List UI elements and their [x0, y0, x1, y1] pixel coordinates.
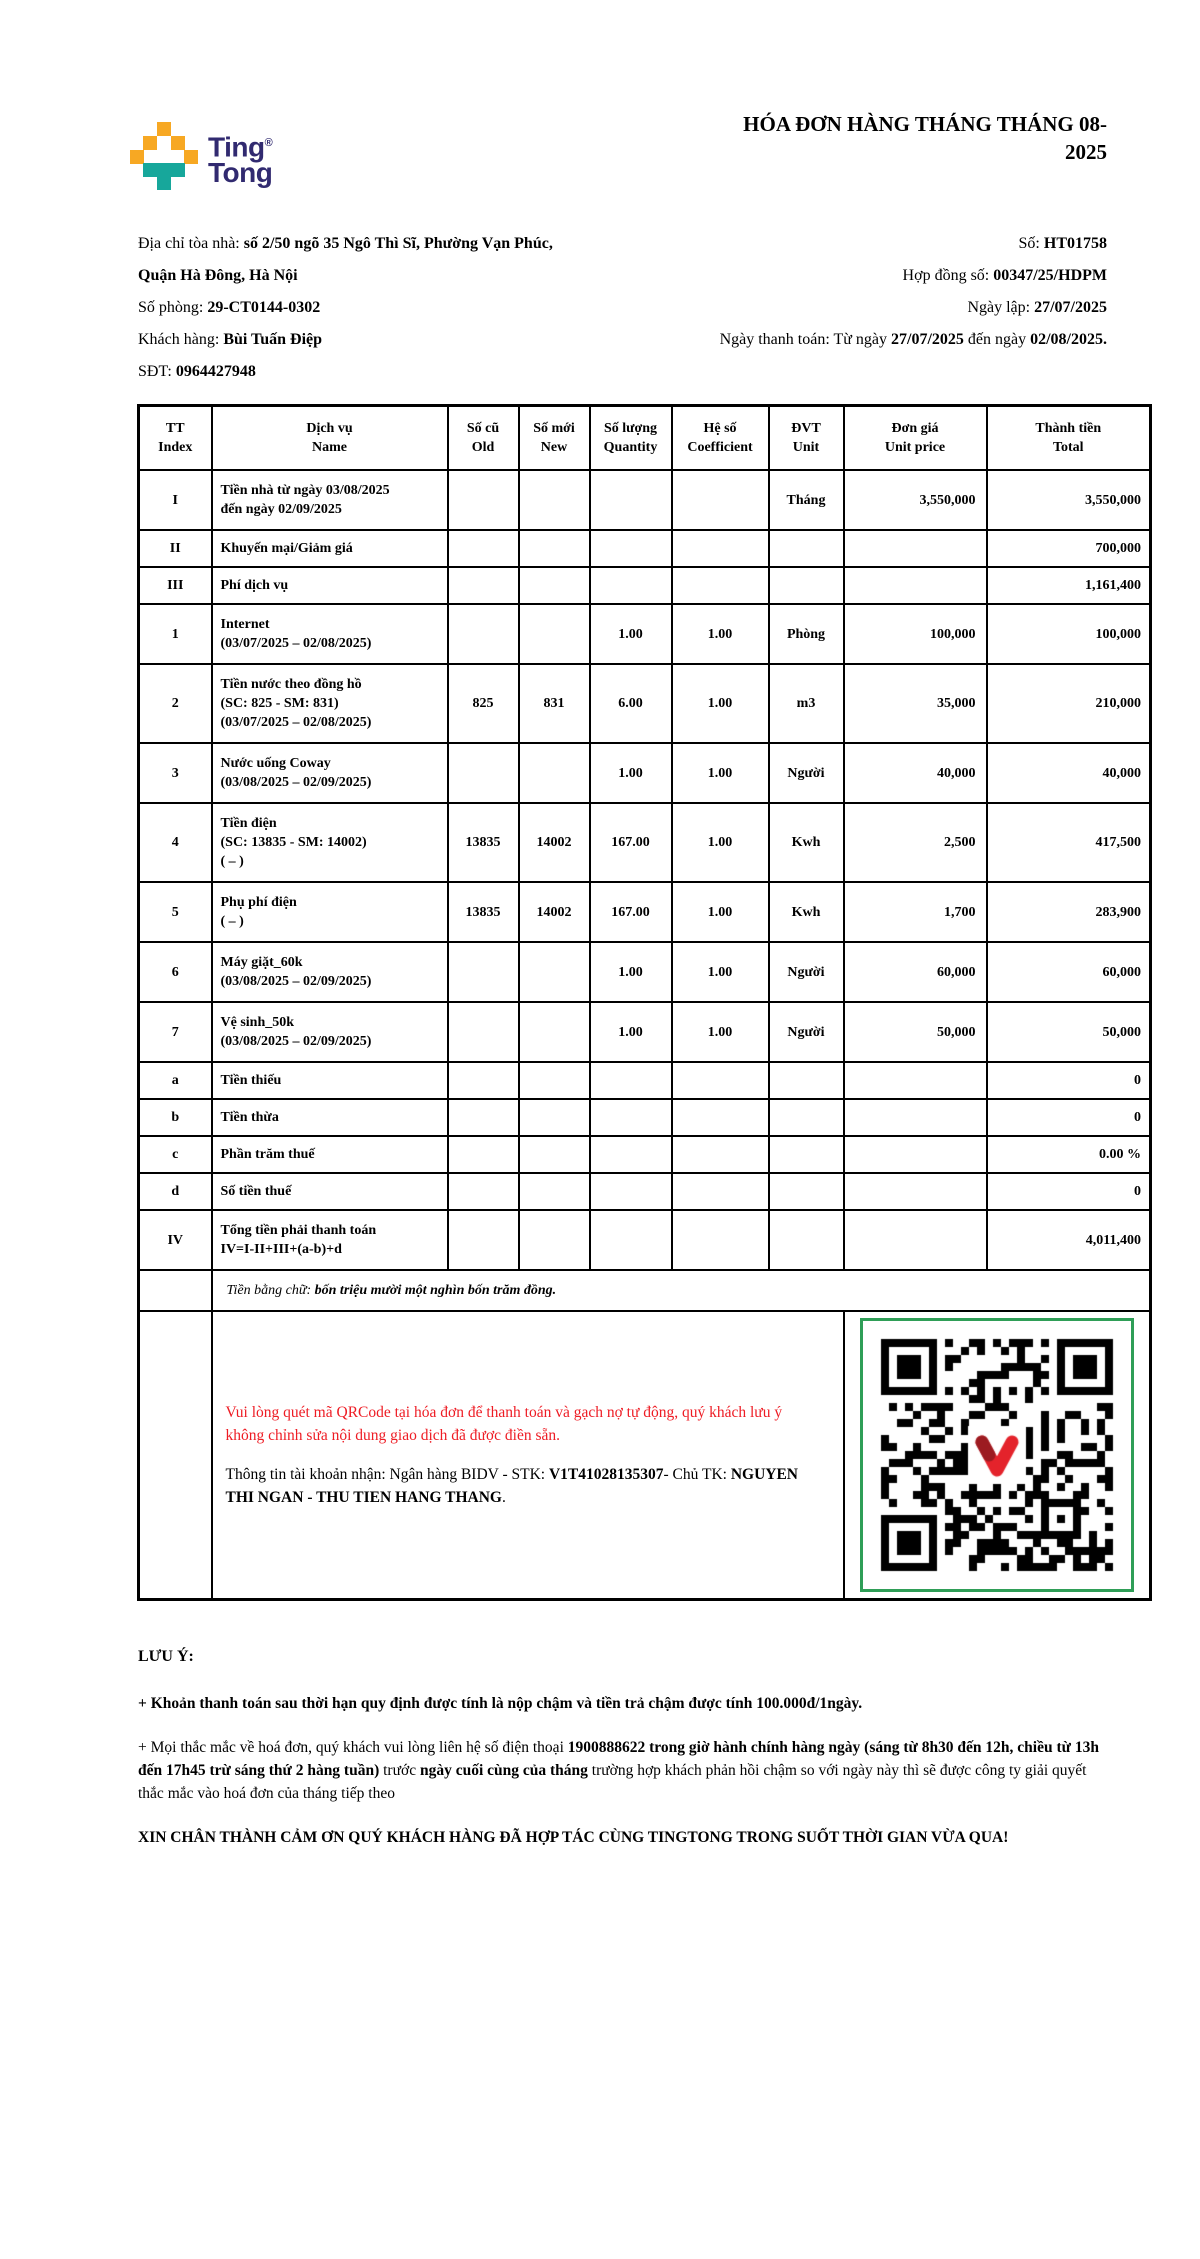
late-payment-note: + Khoản thanh toán sau thời hạn quy định được tính là nộp chậm và tiền trả chậm được tính 100.000đ/1ngày.: [138, 1695, 863, 1712]
qr-payment-row: [139, 1311, 1151, 1600]
cell-quantity: 167.00: [590, 882, 672, 942]
cell-index: d: [139, 1173, 212, 1210]
cell-unit: [769, 1173, 844, 1210]
cell-total: 50,000: [987, 1002, 1151, 1062]
table-row: [139, 1136, 1151, 1173]
cell-unit: Kwh: [769, 803, 844, 882]
cell-old-reading: [448, 470, 519, 530]
cell-unit: [769, 567, 844, 604]
charges-table-header: [139, 406, 1151, 471]
cell-coefficient: 1.00: [672, 882, 769, 942]
tingtong-logo-text: Ting® Tong: [208, 131, 273, 189]
bank-account-info: Thông tin tài khoản nhận: Ngân hàng BIDV - STK: V1T41028135307- Chủ TK: NGUYEN THI NGAN - THU TIEN HANG THANG.: [225, 1466, 798, 1506]
cell-new-reading: [519, 530, 590, 567]
cell-unit: Người: [769, 942, 844, 1002]
cell-old-reading: [448, 1210, 519, 1270]
cell-index: 1: [139, 604, 212, 664]
cell-coefficient: 1.00: [672, 743, 769, 803]
cell-quantity: [590, 1062, 672, 1099]
cell-new-reading: 14002: [519, 882, 590, 942]
cell-quantity: 1.00: [590, 1002, 672, 1062]
cell-index: 6: [139, 942, 212, 1002]
cell-unit: Tháng: [769, 470, 844, 530]
cell-unit-price: 1,700: [844, 882, 987, 942]
cell-new-reading: [519, 567, 590, 604]
cell-unit: Kwh: [769, 882, 844, 942]
table-row: [139, 664, 1151, 743]
cell-total: 210,000: [987, 664, 1151, 743]
cell-unit-price: [844, 1062, 987, 1099]
cell-service-name: Phí dịch vụ: [212, 567, 448, 604]
cell-quantity: 167.00: [590, 803, 672, 882]
cell-service-name: Tiền thiếu: [212, 1062, 448, 1099]
cell-old-reading: [448, 567, 519, 604]
invoice-info: [0, 190, 1200, 388]
cell-unit: [769, 530, 844, 567]
amount-in-words-row: [139, 1270, 1151, 1311]
table-row: [139, 1210, 1151, 1270]
cell-quantity: 6.00: [590, 664, 672, 743]
cell-unit-price: 3,550,000: [844, 470, 987, 530]
cell-unit: m3: [769, 664, 844, 743]
charges-table: [137, 404, 1152, 1601]
table-row: [139, 567, 1151, 604]
cell-service-name: Tổng tiền phải thanh toán IV=I-II+III+(a-b)+d: [212, 1210, 448, 1270]
cell-service-name: Tiền nhà từ ngày 03/08/2025 đến ngày 02/09/2025: [212, 470, 448, 530]
notes-heading: LƯU Ý:: [138, 1648, 194, 1665]
table-row: [139, 803, 1151, 882]
building-address-line2: Quận Hà Đông, Hà Nội: [138, 267, 298, 284]
invoice-meta: [618, 228, 1107, 388]
cell-old-reading: [448, 604, 519, 664]
cell-new-reading: [519, 1002, 590, 1062]
cell-service-name: Internet (03/07/2025 – 02/08/2025): [212, 604, 448, 664]
cell-service-name: Máy giặt_60k (03/08/2025 – 02/09/2025): [212, 942, 448, 1002]
cell-index: 3: [139, 743, 212, 803]
column-header: Số mới New: [519, 406, 590, 471]
cell-total: 4,011,400: [987, 1210, 1151, 1270]
cell-old-reading: [448, 1062, 519, 1099]
column-header: TT Index: [139, 406, 212, 471]
table-row: [139, 604, 1151, 664]
column-header: Hệ số Coefficient: [672, 406, 769, 471]
table-row: [139, 1002, 1151, 1062]
cell-new-reading: [519, 1173, 590, 1210]
cell-unit: Phòng: [769, 604, 844, 664]
cell-index: IV: [139, 1210, 212, 1270]
cell-unit-price: 50,000: [844, 1002, 987, 1062]
cell-service-name: Tiền điện (SC: 13835 - SM: 14002) ( – ): [212, 803, 448, 882]
cell-new-reading: [519, 743, 590, 803]
cell-quantity: 1.00: [590, 604, 672, 664]
cell-old-reading: [448, 743, 519, 803]
cell-total: 100,000: [987, 604, 1151, 664]
cell-coefficient: 1.00: [672, 1002, 769, 1062]
issue-date: Ngày lập: 27/07/2025: [967, 299, 1107, 316]
cell-service-name: Số tiền thuế: [212, 1173, 448, 1210]
cell-unit-price: 35,000: [844, 664, 987, 743]
cell-unit-price: [844, 567, 987, 604]
cell-index: c: [139, 1136, 212, 1173]
header-row: [139, 406, 1151, 471]
table-row: [139, 1062, 1151, 1099]
cell-index: 7: [139, 1002, 212, 1062]
cell-unit: [769, 1210, 844, 1270]
table-row: [139, 1099, 1151, 1136]
cell-new-reading: [519, 1136, 590, 1173]
cell-old-reading: [448, 1002, 519, 1062]
customer-info: [138, 228, 618, 388]
cell-coefficient: [672, 1173, 769, 1210]
cell-unit: Người: [769, 743, 844, 803]
qr-warning-text: Vui lòng quét mã QRCode tại hóa đơn để thanh toán và gạch nợ tự động, quý khách lưu ý không chỉnh sửa nội dung giao dịch đã được điền sẵn.: [225, 1404, 783, 1444]
cell-index: I: [139, 470, 212, 530]
qr-code-cell: [844, 1311, 1151, 1600]
cell-service-name: Nước uống Coway (03/08/2025 – 02/09/2025): [212, 743, 448, 803]
cell-total: 283,900: [987, 882, 1151, 942]
cell-unit-price: [844, 1136, 987, 1173]
cell-coefficient: 1.00: [672, 942, 769, 1002]
cell-old-reading: [448, 1099, 519, 1136]
cell-index: [139, 1270, 212, 1311]
invoice-title: HÓA ĐƠN HÀNG THÁNG THÁNG 08-2025: [743, 112, 1107, 164]
column-header: ĐVT Unit: [769, 406, 844, 471]
cell-service-name: Phụ phí điện ( – ): [212, 882, 448, 942]
cell-unit-price: 2,500: [844, 803, 987, 882]
table-row: [139, 942, 1151, 1002]
cell-total: 60,000: [987, 942, 1151, 1002]
cell-unit-price: [844, 1173, 987, 1210]
room-number: Số phòng: 29-CT0144-0302: [138, 299, 321, 316]
cell-index: 5: [139, 882, 212, 942]
cell-unit-price: 60,000: [844, 942, 987, 1002]
cell-coefficient: 1.00: [672, 604, 769, 664]
column-header: Số lượng Quantity: [590, 406, 672, 471]
cell-old-reading: [448, 1173, 519, 1210]
column-header: Thành tiền Total: [987, 406, 1151, 471]
cell-quantity: 1.00: [590, 942, 672, 1002]
cell-old-reading: 13835: [448, 882, 519, 942]
cell-index: 4: [139, 803, 212, 882]
cell-quantity: [590, 1136, 672, 1173]
table-row: [139, 882, 1151, 942]
vietqr-payment-qr-code: [869, 1327, 1125, 1583]
table-row: [139, 743, 1151, 803]
customer-phone: SĐT: 0964427948: [138, 363, 256, 380]
column-header: Dịch vụ Name: [212, 406, 448, 471]
cell-quantity: [590, 567, 672, 604]
column-header: Số cũ Old: [448, 406, 519, 471]
cell-new-reading: [519, 1099, 590, 1136]
cell-new-reading: [519, 942, 590, 1002]
cell-index: 2: [139, 664, 212, 743]
cell-index: III: [139, 567, 212, 604]
cell-quantity: 1.00: [590, 743, 672, 803]
hotline-note: + Mọi thắc mắc về hoá đơn, quý khách vui lòng liên hệ số điện thoại 1900888622 trong giờ hành chính hàng ngày (sáng từ 8h30 đến 12h, chiều từ 13h đến 17h45 trừ sáng thứ 2 hàng tuần) trước ngày cuối cùng của tháng trường hợp khách phản hồi chậm so với ngày này thì sẽ được công ty giải quyết thắc mắc vào hoá đơn của tháng tiếp theo: [138, 1739, 1099, 1802]
invoice-number: Số: HT01758: [1018, 235, 1107, 252]
cell-index: b: [139, 1099, 212, 1136]
cell-unit-price: [844, 530, 987, 567]
contract-number: Hợp đồng số: 00347/25/HDPM: [902, 267, 1107, 284]
cell-service-name: Tiền nước theo đồng hồ (SC: 825 - SM: 831) (03/07/2025 – 02/08/2025): [212, 664, 448, 743]
cell-quantity: [590, 1099, 672, 1136]
cell-coefficient: [672, 470, 769, 530]
cell-old-reading: [448, 1136, 519, 1173]
cell-old-reading: 13835: [448, 803, 519, 882]
cell-new-reading: [519, 1062, 590, 1099]
cell-total: 700,000: [987, 530, 1151, 567]
cell-index: [139, 1311, 212, 1600]
column-header: Đơn giá Unit price: [844, 406, 987, 471]
cell-coefficient: 1.00: [672, 664, 769, 743]
payment-instructions: [212, 1311, 844, 1600]
table-row: [139, 530, 1151, 567]
cell-old-reading: 825: [448, 664, 519, 743]
cell-index: a: [139, 1062, 212, 1099]
tingtong-logo-icon: [130, 122, 198, 190]
cell-total: 417,500: [987, 803, 1151, 882]
cell-coefficient: [672, 1136, 769, 1173]
cell-old-reading: [448, 942, 519, 1002]
cell-service-name: Phần trăm thuế: [212, 1136, 448, 1173]
cell-unit-price: [844, 1210, 987, 1270]
cell-unit: [769, 1099, 844, 1136]
invoice-header: [0, 0, 1200, 190]
cell-total: 0.00 %: [987, 1136, 1151, 1173]
cell-index: II: [139, 530, 212, 567]
cell-unit: [769, 1062, 844, 1099]
cell-quantity: [590, 1210, 672, 1270]
amount-in-words: Tiền bằng chữ: bốn triệu mười một nghìn bốn trăm đồng.: [212, 1270, 1151, 1311]
payment-period: Ngày thanh toán: Từ ngày 27/07/2025 đến ngày 02/08/2025.: [719, 331, 1107, 348]
cell-total: 0: [987, 1173, 1151, 1210]
cell-total: 0: [987, 1099, 1151, 1136]
tingtong-logo: [130, 122, 272, 190]
cell-quantity: [590, 470, 672, 530]
cell-service-name: Vệ sinh_50k (03/08/2025 – 02/09/2025): [212, 1002, 448, 1062]
cell-old-reading: [448, 530, 519, 567]
cell-coefficient: [672, 1062, 769, 1099]
qr-code-frame: [860, 1318, 1134, 1592]
cell-total: 1,161,400: [987, 567, 1151, 604]
cell-unit-price: 40,000: [844, 743, 987, 803]
cell-coefficient: [672, 1210, 769, 1270]
cell-unit: [769, 1136, 844, 1173]
cell-new-reading: [519, 470, 590, 530]
cell-service-name: Tiền thừa: [212, 1099, 448, 1136]
cell-new-reading: 831: [519, 664, 590, 743]
cell-new-reading: 14002: [519, 803, 590, 882]
registered-mark: ®: [264, 137, 273, 149]
thank-you-note: XIN CHÂN THÀNH CẢM ƠN QUÝ KHÁCH HÀNG ĐÃ HỢP TÁC CÙNG TINGTONG TRONG SUỐT THỜI GIAN VỪA QUA!: [138, 1829, 1009, 1846]
cell-quantity: [590, 530, 672, 567]
cell-service-name: Khuyến mại/Giảm giá: [212, 530, 448, 567]
cell-unit: Người: [769, 1002, 844, 1062]
cell-coefficient: [672, 1099, 769, 1136]
cell-quantity: [590, 1173, 672, 1210]
cell-unit-price: [844, 1099, 987, 1136]
customer-name: Khách hàng: Bùi Tuấn Điệp: [138, 331, 323, 348]
cell-total: 40,000: [987, 743, 1151, 803]
cell-coefficient: [672, 530, 769, 567]
cell-total: 3,550,000: [987, 470, 1151, 530]
cell-new-reading: [519, 1210, 590, 1270]
cell-coefficient: [672, 567, 769, 604]
cell-coefficient: 1.00: [672, 803, 769, 882]
table-row: [139, 470, 1151, 530]
cell-unit-price: 100,000: [844, 604, 987, 664]
invoice-notes: [138, 1645, 1110, 1849]
cell-new-reading: [519, 604, 590, 664]
table-row: [139, 1173, 1151, 1210]
cell-total: 0: [987, 1062, 1151, 1099]
building-address-line1: Địa chỉ tòa nhà: số 2/50 ngõ 35 Ngô Thì Sĩ, Phường Vạn Phúc,: [138, 235, 553, 252]
